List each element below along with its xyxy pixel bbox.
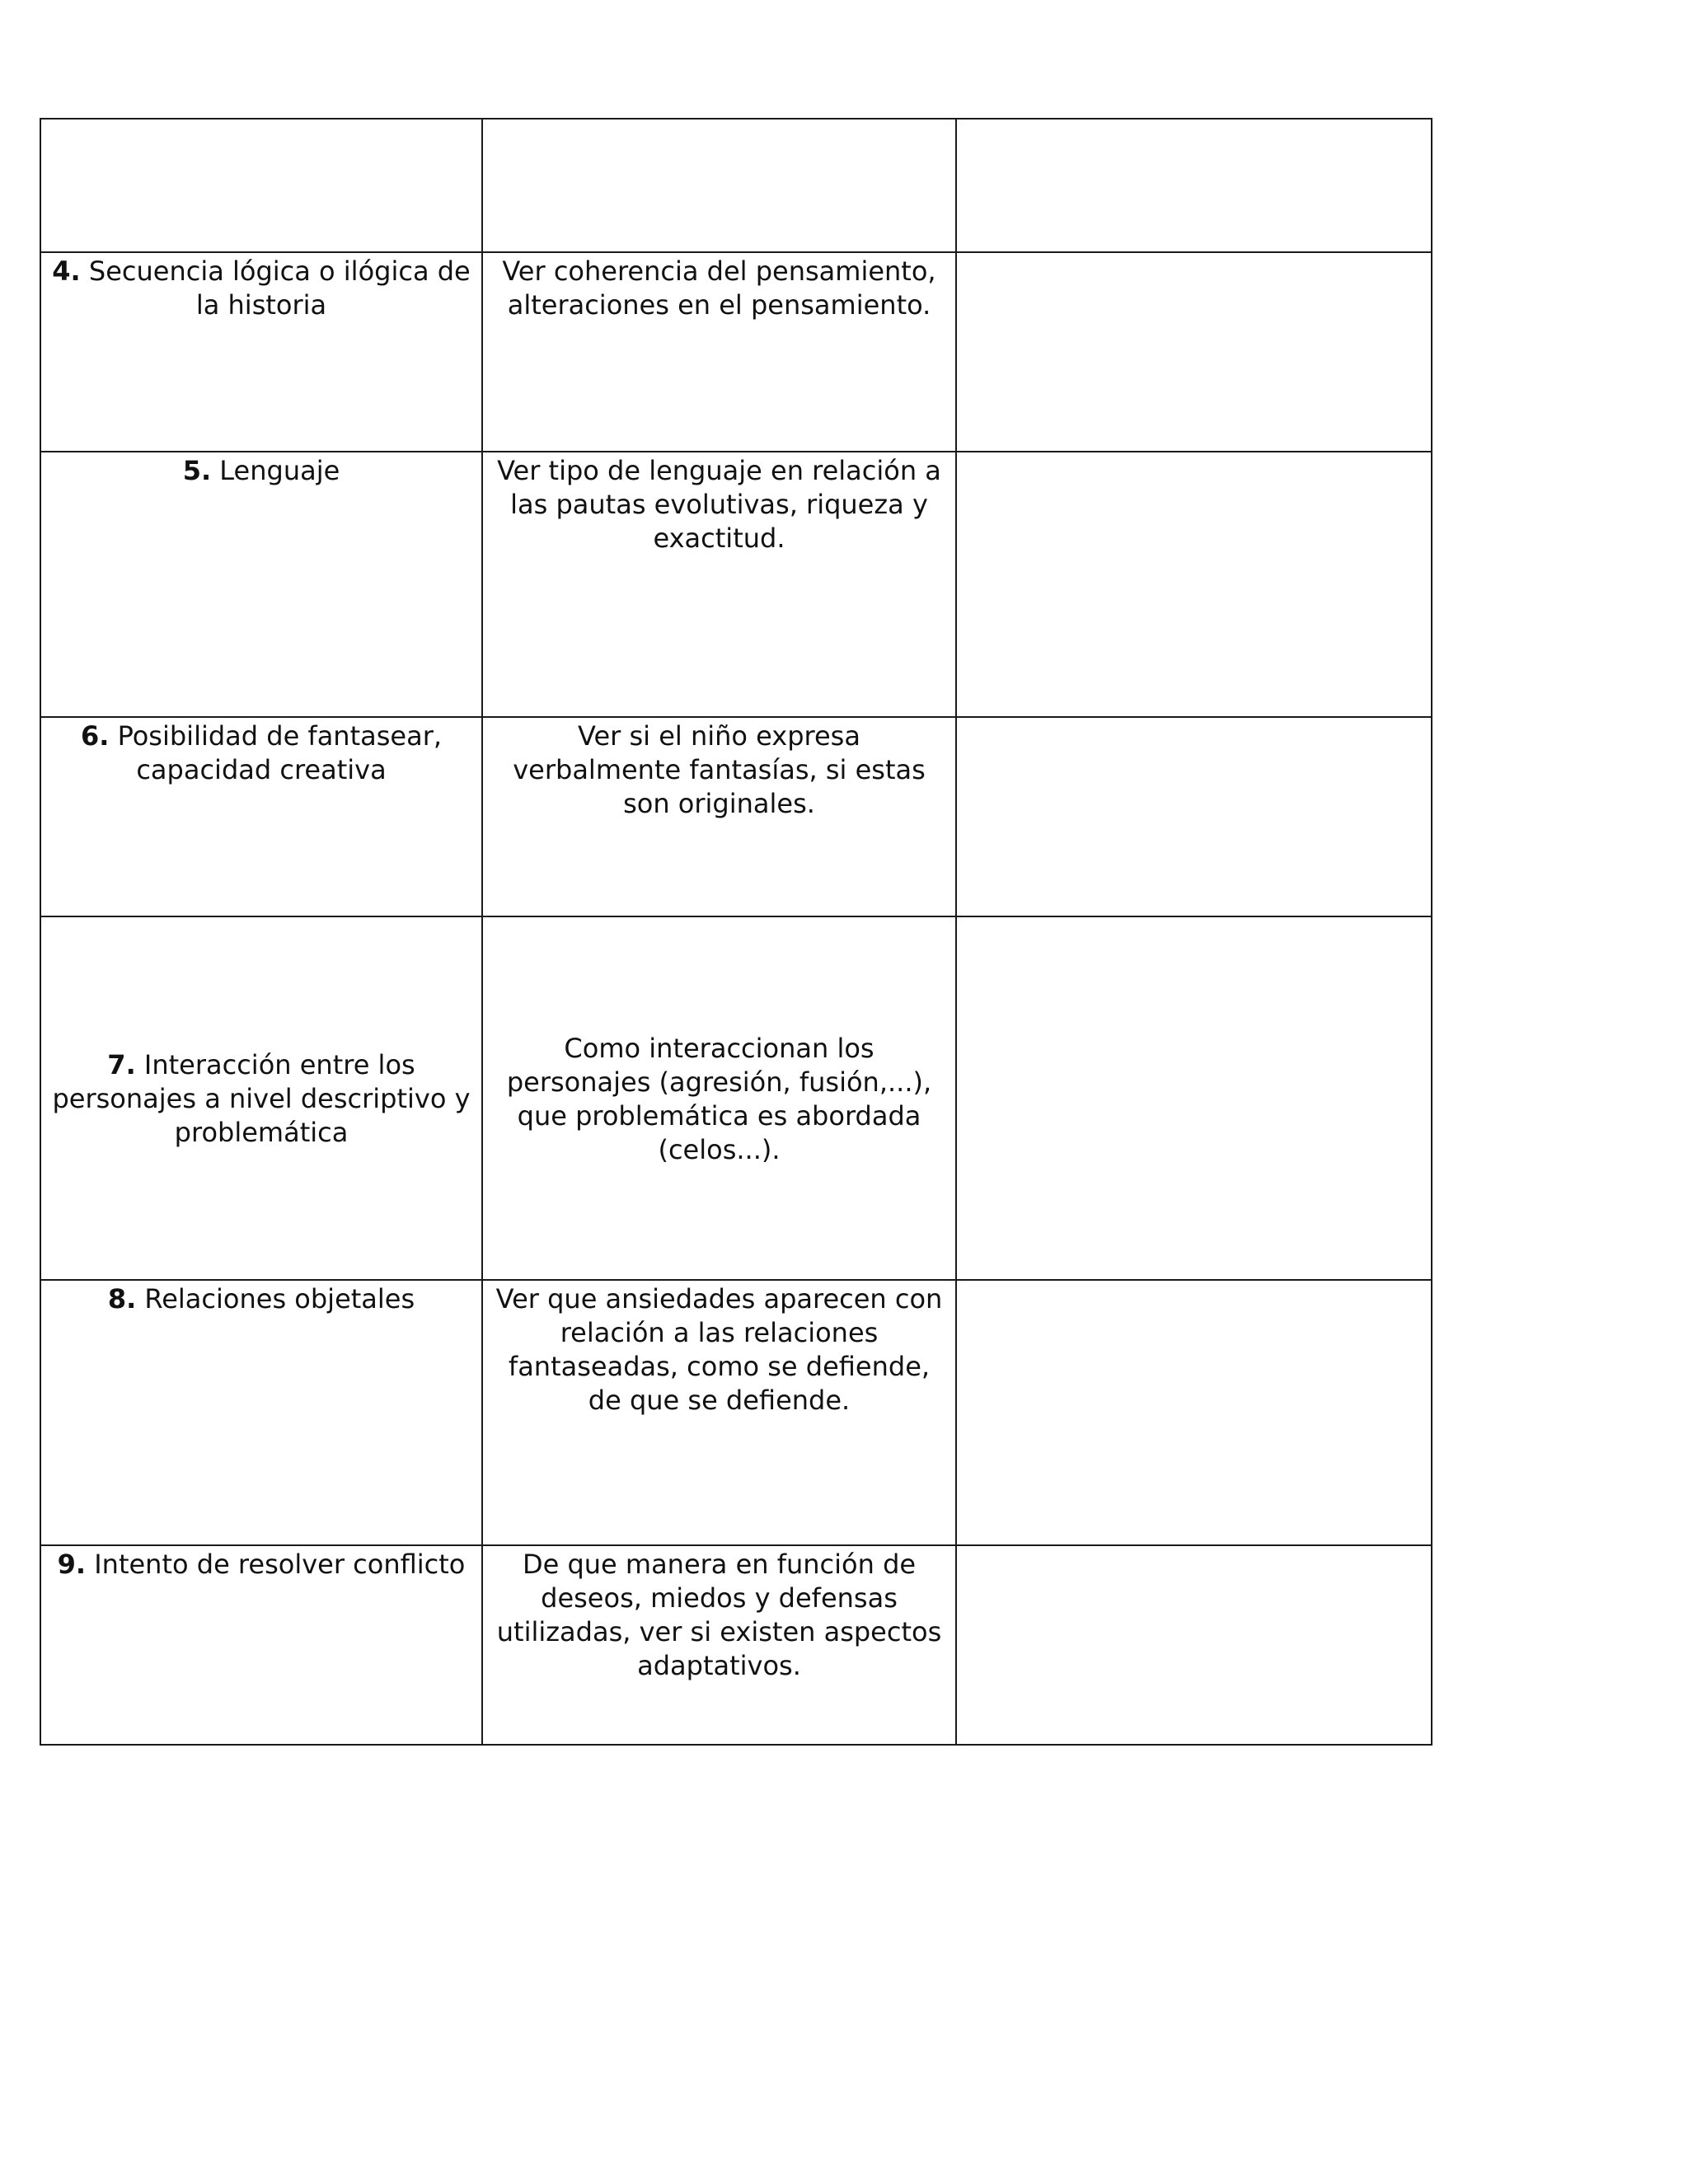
criterion-number: 6. [80,720,110,752]
table-row [40,119,1432,252]
notes-cell [956,119,1432,252]
criterion-description: Ver coherencia del pensamiento, alteraciones en el pensamiento. [502,255,936,321]
notes-cell [956,1545,1432,1745]
notes-cell [956,252,1432,452]
criterion-number: 8. [107,1283,137,1315]
criterion-cell [40,1545,482,1745]
criterion-notes [965,718,1423,719]
description-cell [482,717,956,916]
criterion-description [491,120,947,121]
criterion-label: Interacción entre los personajes a nivel descriptivo y problemática [52,1049,471,1148]
criterion-label: Lenguaje [219,455,340,486]
criterion-cell [40,717,482,916]
table-row [40,452,1432,717]
description-cell [482,916,956,1280]
table-row [40,916,1432,1280]
notes-cell [956,916,1432,1280]
table-row [40,1545,1432,1745]
criterion-label: Posibilidad de fantasear, capacidad creativa [117,720,443,785]
criterion-number: 7. [107,1049,136,1080]
notes-cell [956,452,1432,717]
description-cell [482,1280,956,1545]
criterion-cell [40,1280,482,1545]
criterion-label: Relaciones objetales [144,1283,415,1315]
evaluation-table [40,118,1432,1746]
criterion-notes [965,253,1423,255]
table-row [40,717,1432,916]
criterion-cell [40,916,482,1280]
criterion-label: Intento de resolver conflicto [94,1549,466,1580]
table-row [40,1280,1432,1545]
description-cell [482,252,956,452]
criterion-label: Secuencia lógica o ilógica de la historia [88,255,471,321]
criterion-number: 9. [57,1549,87,1580]
criterion-notes [965,120,1423,121]
criterion-description: Ver si el niño expresa verbalmente fantasías, si estas son originales. [513,720,926,819]
notes-cell [956,1280,1432,1545]
criterion-number: 5. [182,455,212,486]
criterion-notes [965,1098,1423,1099]
description-cell [482,1545,956,1745]
description-cell [482,452,956,717]
criterion-notes [965,452,1423,454]
criterion-description: De que manera en función de deseos, miedos y defensas utilizadas, ver si existen aspectos adaptativos. [496,1549,942,1681]
criterion-description: Ver que ansiedades aparecen con relación a las relaciones fantaseadas, como se defiende, de que se defiende. [495,1283,943,1416]
criterion-cell [40,452,482,717]
criterion-description: Ver tipo de lenguaje en relación a las pautas evolutivas, riqueza y exactitud. [497,455,941,554]
table-row [40,252,1432,452]
criterion-notes [965,1281,1423,1282]
criterion-cell [40,119,482,252]
criterion-description: Como interaccionan los personajes (agresión, fusión,...), que problemática es abordada (celos...). [506,1032,932,1165]
description-cell [482,119,956,252]
criterion-cell [40,252,482,452]
criterion-notes [965,1546,1423,1548]
notes-cell [956,717,1432,916]
criterion-number: 4. [52,255,81,287]
